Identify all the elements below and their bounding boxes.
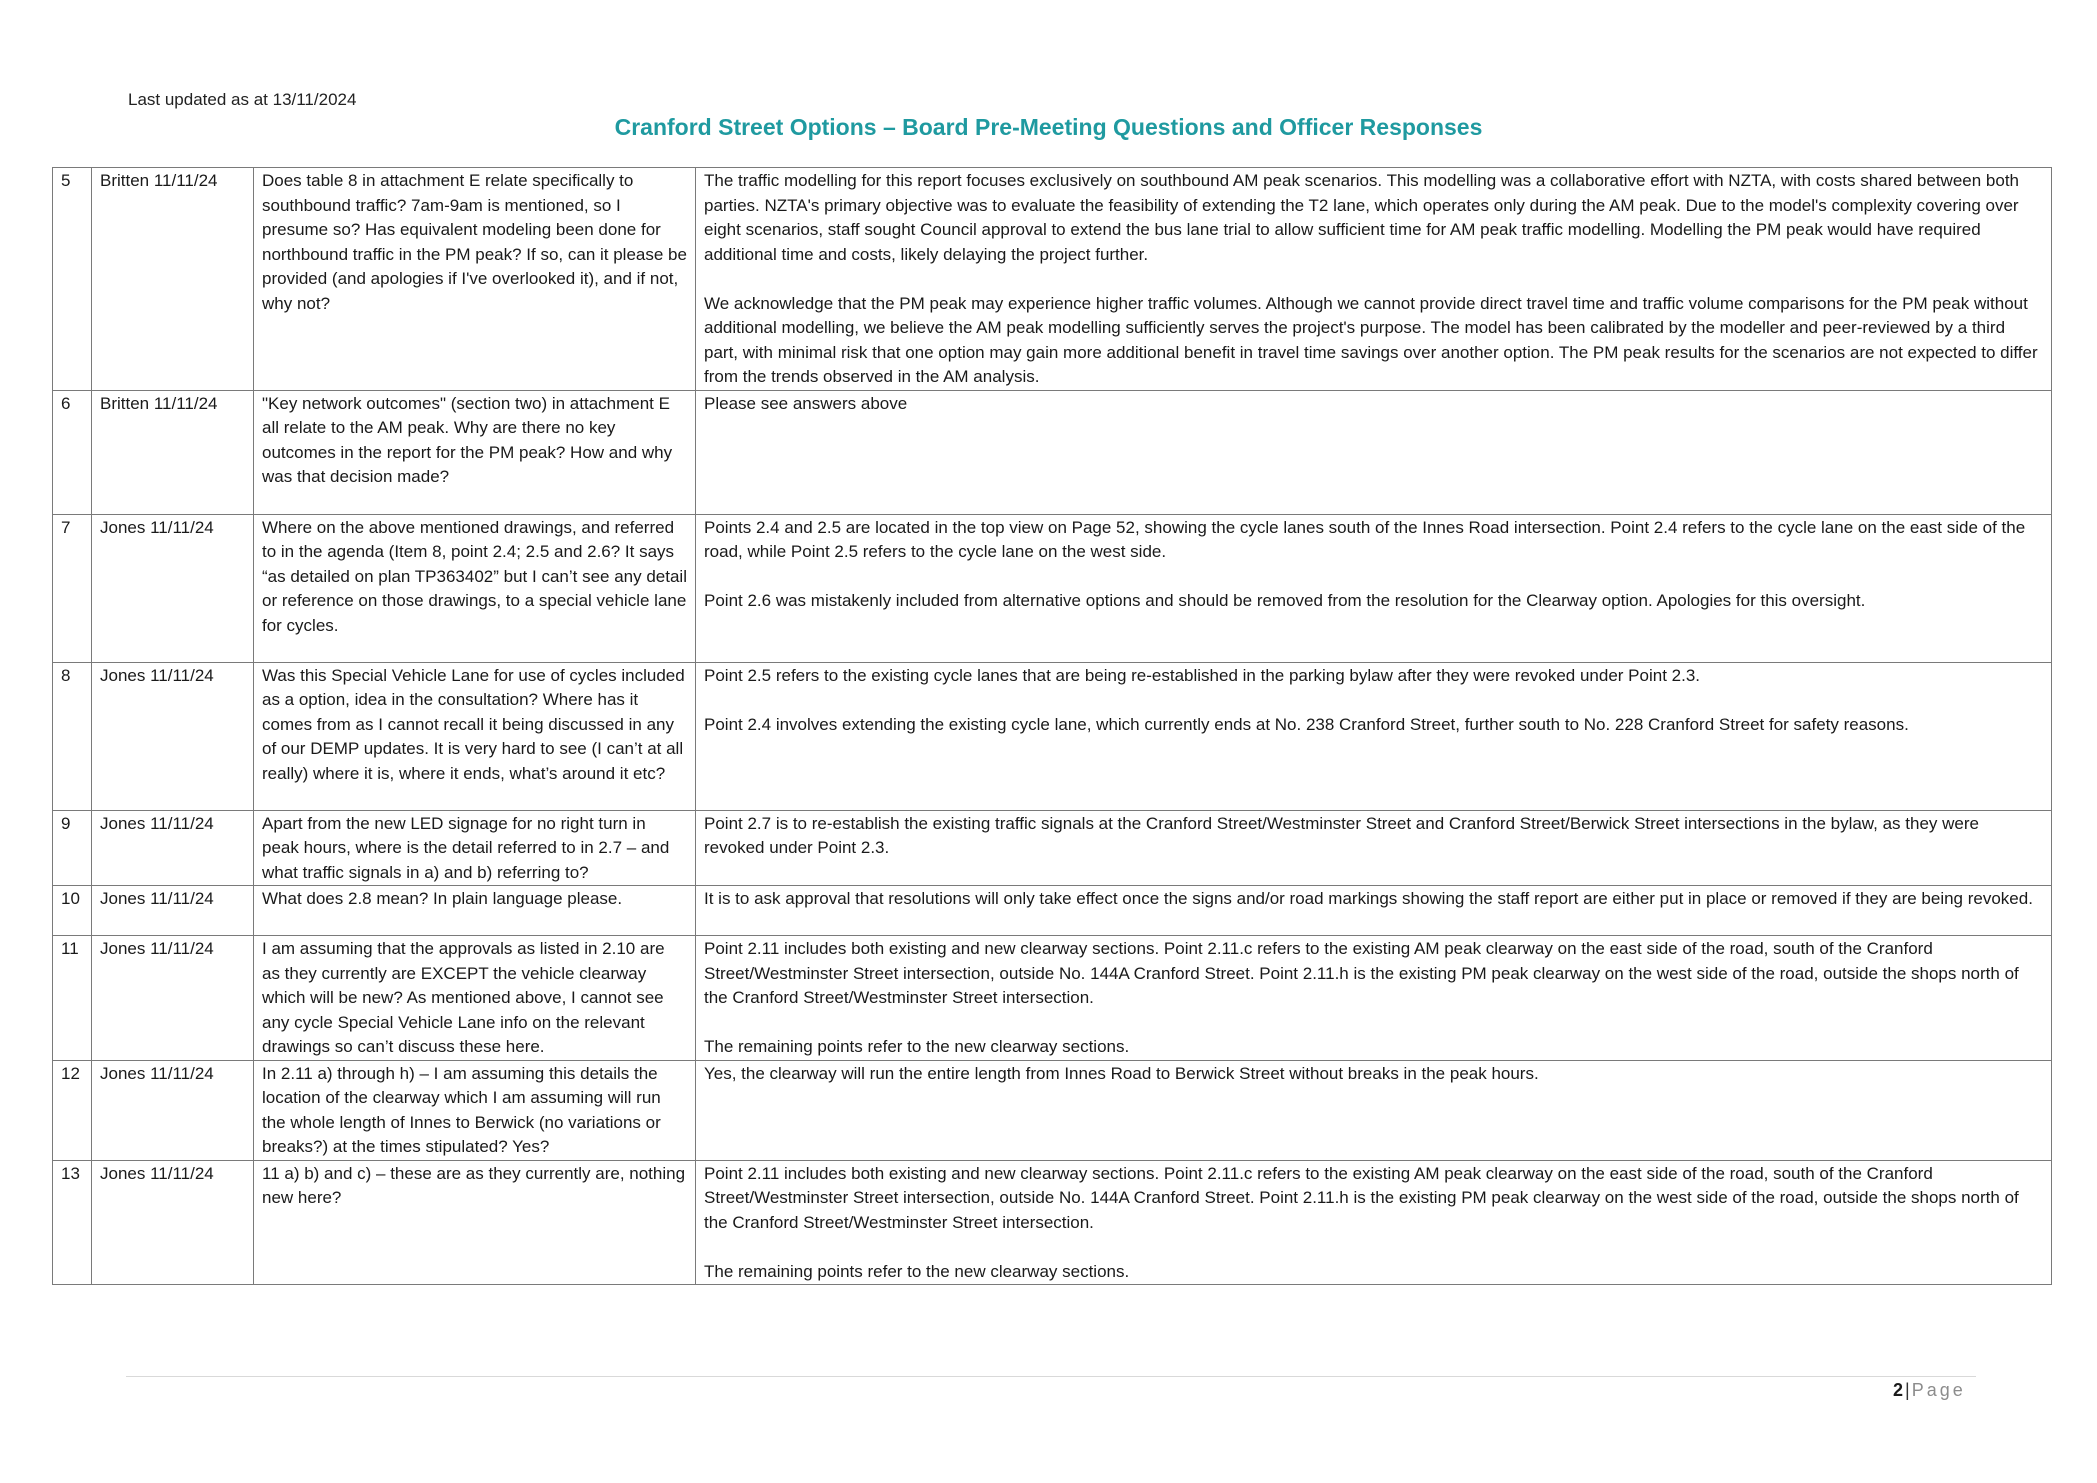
row-number: 11 [53, 936, 92, 1061]
response-paragraph: The remaining points refer to the new clearway sections. [704, 1261, 1130, 1281]
row-response [696, 936, 2052, 1061]
row-asker: Jones 11/11/24 [92, 662, 254, 810]
table-row [53, 1060, 2052, 1160]
row-number: 7 [53, 514, 92, 662]
response-paragraph: Point 2.11 includes both existing and new clearway sections. Point 2.11.c refers to the existing AM peak clearway on the east side of the road, south of the Cranford Street/Westminster Street intersection, outside No. 144A Cranford Street. Point 2.11.h is the existing PM peak clearway on the west side of the road, outside the shops north of the Cranford Street/Westminster Street intersection. [704, 939, 2019, 1007]
row-number: 8 [53, 662, 92, 810]
row-asker: Britten 11/11/24 [92, 168, 254, 391]
response-paragraph: Please see answers above [704, 393, 908, 413]
response-paragraph: Yes, the clearway will run the entire length from Innes Road to Berwick Street without breaks in the peak hours. [704, 1063, 1539, 1083]
row-asker: Jones 11/11/24 [92, 1060, 254, 1160]
last-updated-text: Last updated as at 13/11/2024 [128, 90, 357, 109]
response-paragraph: We acknowledge that the PM peak may experience higher traffic volumes. Although we cannot provide direct travel time and traffic volume comparisons for the PM peak without additional modelling, we believe the AM peak modelling sufficiently serves the project's purpose. The model has been calibrated by the modeller and peer-reviewed by a third part, with minimal risk that one option may gain more additional benefit in travel time savings over another option. The PM peak results for the scenarios are not expected to differ from the trends observed in the AM analysis. [704, 293, 2038, 386]
row-response [696, 1060, 2052, 1160]
row-question: Was this Special Vehicle Lane for use of cycles included as a option, idea in the consultation? Where has it comes from as I cannot recall it being discussed in any of our DEMP updates. It is very hard to see (I can’t at all really) where it is, where it ends, what’s around it etc? [254, 662, 696, 810]
row-response [696, 390, 2052, 514]
row-response [696, 662, 2052, 810]
row-question: What does 2.8 mean? In plain language please. [254, 886, 696, 936]
row-asker: Jones 11/11/24 [92, 810, 254, 886]
footer-divider [126, 1376, 1976, 1377]
row-question: In 2.11 a) through h) – I am assuming this details the location of the clearway which I am assuming will run the whole length of Innes to Berwick (no variations or breaks?) at the times stipulated? Yes? [254, 1060, 696, 1160]
response-paragraph: Point 2.11 includes both existing and new clearway sections. Point 2.11.c refers to the existing AM peak clearway on the east side of the road, south of the Cranford Street/Westminster Street intersection, outside No. 144A Cranford Street. Point 2.11.h is the existing PM peak clearway on the west side of the road, outside the shops north of the Cranford Street/Westminster Street intersection. [704, 1163, 2019, 1232]
row-number: 12 [53, 1060, 92, 1160]
response-paragraph: Points 2.4 and 2.5 are located in the top view on Page 52, showing the cycle lanes south of the Innes Road intersection. Point 2.4 refers to the cycle lane on the east side of the road, while Point 2.5 refers to the cycle lane on the west side. [704, 517, 2026, 561]
questions-table [52, 167, 2052, 1285]
response-paragraph: Point 2.4 involves extending the existing cycle lane, which currently ends at No. 238 Cranford Street, further south to No. 228 Cranford Street for safety reasons. [704, 714, 1909, 734]
row-response [696, 514, 2052, 662]
page-label: Page [1911, 1380, 1966, 1400]
table-row [53, 886, 2052, 936]
row-number: 6 [53, 390, 92, 514]
row-number: 5 [53, 168, 92, 391]
row-response [696, 1160, 2052, 1285]
row-question: Where on the above mentioned drawings, and referred to in the agenda (Item 8, point 2.4; 2.5 and 2.6? It says “as detailed on plan TP363402” but I can’t see any detail or reference on those drawings, to a special vehicle lane for cycles. [254, 514, 696, 662]
row-question: I am assuming that the approvals as listed in 2.10 are as they currently are EXCEPT the vehicle clearway which will be new? As mentioned above, I cannot see any cycle Special Vehicle Lane info on the relevant drawings so can’t discuss these here. [254, 936, 696, 1061]
response-paragraph: Point 2.5 refers to the existing cycle lanes that are being re-established in the parking bylaw after they were revoked under Point 2.3. [704, 665, 1701, 685]
row-asker: Jones 11/11/24 [92, 936, 254, 1061]
row-response [696, 810, 2052, 886]
row-response [696, 886, 2052, 936]
table-row [53, 810, 2052, 886]
row-question: Does table 8 in attachment E relate specifically to southbound traffic? 7am-9am is mentioned, so I presume so? Has equivalent modeling been done for northbound traffic in the PM peak? If so, can it please be provided (and apologies if I've overlooked it), and if not, why not? [254, 168, 696, 391]
row-number: 10 [53, 886, 92, 936]
table-row [53, 168, 2052, 391]
row-question: 11 a) b) and c) – these are as they currently are, nothing new here? [254, 1160, 696, 1285]
row-number: 9 [53, 810, 92, 886]
row-asker: Jones 11/11/24 [92, 1160, 254, 1285]
response-paragraph: The traffic modelling for this report focuses exclusively on southbound AM peak scenarios. This modelling was a collaborative effort with NZTA, with costs shared between both parties. NZTA's primary objective was to evaluate the feasibility of extending the T2 lane, which operates only during the AM peak. Due to the model's complexity covering over eight scenarios, staff sought Council approval to extend the bus lane trial to allow sufficient time for AM peak traffic modelling. Modelling the PM peak would have required additional time and costs, likely delaying the project further. [704, 171, 2020, 264]
row-asker: Jones 11/11/24 [92, 514, 254, 662]
page-number [1893, 1380, 1966, 1401]
row-response [696, 168, 2052, 391]
response-paragraph: It is to ask approval that resolutions will only take effect once the signs and/or road markings showing the staff report are either put in place or removed if they are being revoked. [704, 889, 2033, 908]
table-row [53, 936, 2052, 1061]
row-number: 13 [53, 1160, 92, 1285]
row-asker: Jones 11/11/24 [92, 886, 254, 936]
response-paragraph: Point 2.7 is to re-establish the existing traffic signals at the Cranford Street/Westminster Street and Cranford Street/Berwick Street intersections in the bylaw, as they were revoked under Point 2.3. [704, 813, 1979, 857]
table-row [53, 662, 2052, 810]
row-question: Apart from the new LED signage for no right turn in peak hours, where is the detail referred to in 2.7 – and what traffic signals in a) and b) referring to? [254, 810, 696, 886]
page-number-value: 2 [1893, 1380, 1904, 1400]
response-paragraph: Point 2.6 was mistakenly included from alternative options and should be removed from the resolution for the Clearway option. Apologies for this oversight. [704, 591, 1866, 610]
table-row [53, 514, 2052, 662]
table-row [53, 1160, 2052, 1285]
row-question: "Key network outcomes" (section two) in attachment E all relate to the AM peak. Why are there no key outcomes in the report for the PM peak? How and why was that decision made? [254, 390, 696, 514]
response-paragraph: The remaining points refer to the new clearway sections. [704, 1037, 1130, 1056]
page-separator: | [1905, 1380, 1910, 1400]
row-asker: Britten 11/11/24 [92, 390, 254, 514]
page-title: Cranford Street Options – Board Pre-Meeting Questions and Officer Responses [614, 114, 1483, 140]
table-row [53, 390, 2052, 514]
